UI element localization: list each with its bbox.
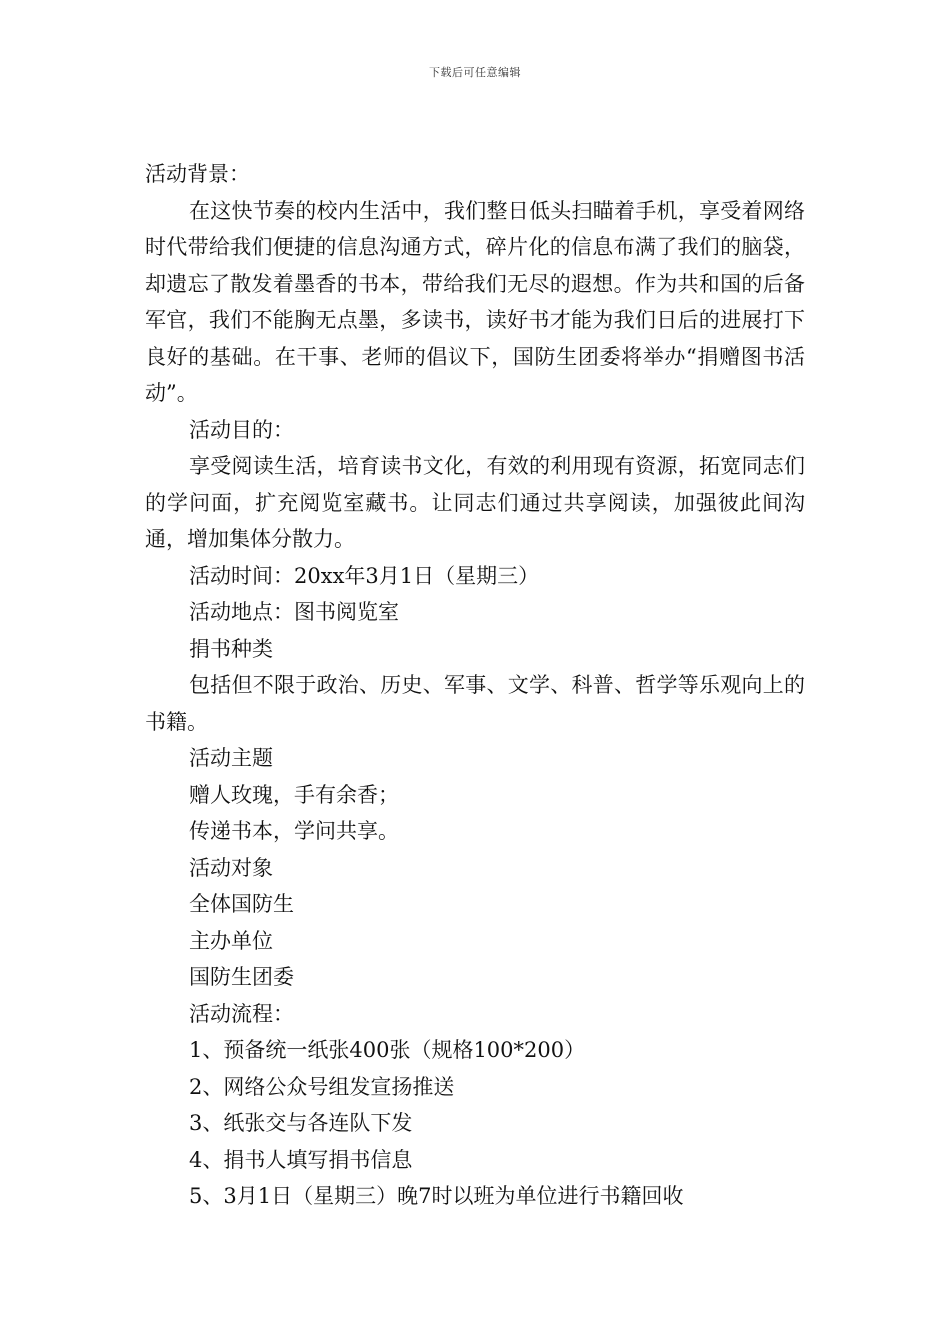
- paragraph-theme-line-2: 传递书本，学问共享。: [189, 819, 399, 843]
- paragraph-book-types-body: 包括但不限于政治、历史、军事、文学、科普、哲学等乐观向上的书籍。: [145, 673, 805, 734]
- paragraph-purpose-body: 享受阅读生活，培育读书文化，有效的利用现有资源，拓宽同志们的学问面，扩充阅览室藏书。让同志们通过共享阅读，加强彼此间沟通，增加集体分散力。: [145, 454, 805, 551]
- paragraph-location: 活动地点：图书阅览室: [189, 600, 399, 624]
- paragraph-background-body: 在这快节奏的校内生活中，我们整日低头扫瞄着手机，享受着网络时代带给我们便捷的信息沟通方式，碎片化的信息布满了我们的脑袋，却遗忘了散发着墨香的书本，带给我们无尽的遐想。作为共和国的后备军官，我们不能胸无点墨，多读书，读好书才能为我们日后的进展打下良好的基础。在干事、老师的倡议下，国防生团委将举办“捐赠图书活动”。: [145, 198, 805, 405]
- paragraph-purpose-heading: 活动目的：: [189, 417, 294, 442]
- paragraph-book-types-heading: 捐书种类: [189, 636, 273, 661]
- paragraph-audience-heading: 活动对象: [189, 855, 273, 880]
- paragraph-process-heading: 活动流程：: [189, 1001, 294, 1026]
- page-header: 下载后可任意编辑: [429, 66, 521, 79]
- process-step-2: 2、网络公众号组发宣扬推送: [189, 1074, 455, 1099]
- paragraph-audience-body: 全体国防生: [189, 892, 294, 916]
- paragraph-theme-heading: 活动主题: [189, 746, 273, 770]
- document-body: [145, 156, 805, 1215]
- process-step-4: 4、捐书人填写捐书信息: [189, 1147, 413, 1172]
- process-step-3: 3、纸张交与各连队下发: [189, 1111, 413, 1135]
- paragraph-background-heading: 活动背景：: [145, 162, 250, 186]
- paragraph-organizer-heading: 主办单位: [189, 928, 273, 953]
- paragraph-organizer-body: 国防生团委: [189, 965, 294, 989]
- paragraph-time: 活动时间：20xx年3月1日（星期三）: [189, 563, 540, 588]
- process-step-1: 1、预备统一纸张400张（规格100*200）: [189, 1038, 586, 1062]
- paragraph-theme-line-1: 赠人玫瑰，手有余香；: [189, 782, 399, 807]
- process-step-5: 5、3月1日（星期三）晚7时以班为单位进行书籍回收: [189, 1184, 684, 1208]
